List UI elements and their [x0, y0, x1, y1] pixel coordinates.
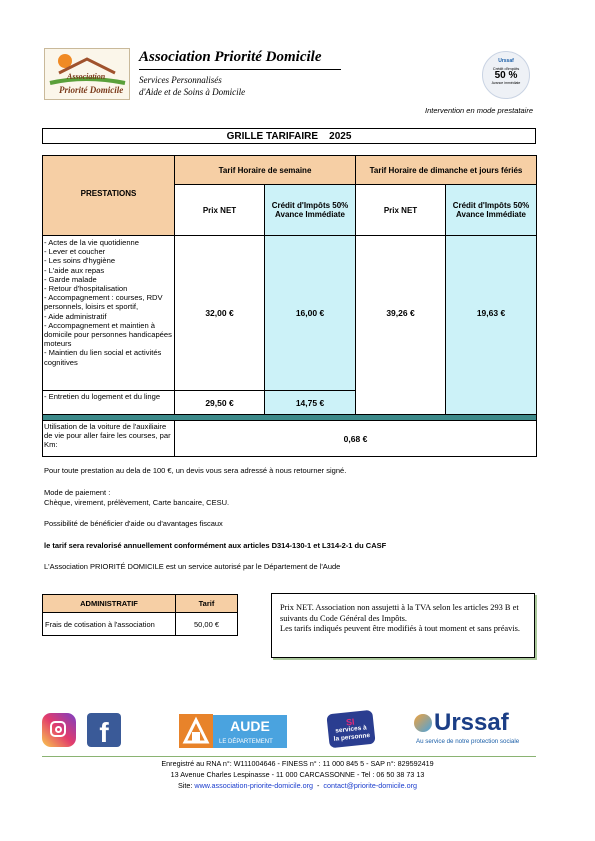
row1-prix-dimanche: 39,26 € — [356, 236, 446, 415]
prestations-header: PRESTATIONS — [43, 156, 175, 236]
admin-header-label: ADMINISTRATIF — [43, 595, 176, 613]
title-divider — [139, 69, 341, 70]
site-link[interactable]: www.association-priorite-domicile.org — [194, 781, 314, 790]
subtitle-line-1: Services Personnalisés — [139, 75, 222, 85]
facebook-icon[interactable] — [87, 713, 121, 747]
prestation-item: - Maintien du lien social et activités cognitives — [44, 348, 162, 367]
aude-mark-icon — [179, 714, 213, 748]
facebook-glyph: f — [99, 717, 109, 747]
svg-text:Priorité Domicile: Priorité Domicile — [59, 85, 124, 95]
urssaf-credit-badge — [482, 51, 530, 99]
prestation-item: - Lever et coucher — [44, 247, 106, 257]
prestation-item: - Accompagnement et maintien à domicile pour personnes handicapées moteurs — [44, 320, 172, 349]
admin-header-tarif: Tarif — [176, 595, 238, 613]
footer-address: 13 Avenue Charles Lespinasse - 11 000 CARCASSONNE - Tel : 06 50 38 73 13 — [170, 770, 425, 779]
tva-note-line-1: Prix NET. Association non assujetti à la TVA selon les articles 293 B et suivants du Code Général des Impôts. — [280, 603, 519, 623]
badge-line-2: Avance immédiate — [491, 81, 521, 85]
services-a-la-personne-logo — [326, 710, 375, 749]
aide-note: Possibilité de bénéficier d'aide ou d'avantages fiscaux — [44, 519, 223, 528]
svg-text:Association: Association — [67, 72, 106, 81]
urssaf-name: Urssaf — [434, 709, 509, 736]
tva-note-box — [271, 593, 535, 658]
row3-value: 0,68 € — [175, 421, 537, 457]
prix-net-semaine-header: Prix NET — [175, 185, 265, 236]
semaine-header: Tarif Horaire de semaine — [175, 156, 356, 185]
admin-table — [42, 594, 238, 636]
aude-departement-logo — [179, 714, 287, 748]
footer-contact — [0, 781, 595, 791]
grille-title: GRILLE TARIFAIRE — [226, 131, 319, 142]
credit-semaine-header — [265, 185, 356, 236]
credit-label-2: Avance Immédiate — [275, 210, 345, 219]
sap-text-1: services à — [335, 724, 368, 735]
payment-methods: Chèque, virement, prélèvement, Carte bancaire, CESU. — [44, 498, 230, 507]
payment-title: Mode de paiement : — [44, 488, 111, 497]
subtitle-line-2: d'Aide et de Soins à Domicile — [139, 87, 246, 97]
prestation-item: - Aide administratif — [44, 311, 107, 321]
badge-percent: 50 % — [494, 70, 518, 81]
camera-lens — [55, 726, 62, 733]
prestation-item: - Actes de la vie quotidienne — [44, 238, 139, 247]
prestation-item: - Les soins d'hygiène — [44, 256, 116, 266]
prix-net-dimanche-header: Prix NET — [356, 185, 446, 236]
tva-note-line-2: Les tarifs indiqués peuvent être modifiés à tout moment et sans préavis. — [280, 624, 521, 633]
row2-prix-semaine: 29,50 € — [175, 391, 265, 415]
site-label: Site: — [177, 781, 193, 790]
association-subtitle — [139, 74, 245, 98]
badge-brand: Urssaf — [498, 58, 514, 64]
prestation-item: - Garde malade — [44, 274, 97, 284]
credit-label-1: Crédit d'Impôts 50% — [452, 201, 530, 210]
prestation-item: - Accompagnement : courses, RDV personnels, loisirs et sportif, — [44, 293, 163, 312]
credit-dimanche-header — [446, 185, 537, 236]
credit-label-1: Crédit d'Impôts 50% — [271, 201, 349, 210]
row1-credit-dimanche: 19,63 € — [446, 236, 537, 415]
footer-registration: Enregistré au RNA n°: W111004646 - FINESS n° : 11 000 845 5 - SAP n°: 829592419 — [161, 759, 434, 768]
instagram-icon[interactable] — [42, 713, 76, 747]
urssaf-tagline: Au service de notre protection sociale — [416, 738, 520, 745]
row2-label: - Entretien du logement et du linge — [43, 391, 175, 415]
revalorisation-note: le tarif sera revalorisé annuellement conformément aux articles D314-130-1 et L314-2-1 du CASF — [44, 541, 387, 550]
tarif-table — [42, 155, 537, 457]
footer-separator: - — [317, 781, 320, 790]
credit-label-2: Avance Immédiate — [456, 210, 526, 219]
footer-divider — [42, 756, 536, 757]
aude-name: AUDE — [213, 715, 287, 737]
email-link[interactable]: contact@priorite-domicile.org — [323, 781, 418, 790]
prestation-item: - Retour d'hospitalisation — [44, 284, 128, 294]
sap-text-2: la personne — [333, 732, 371, 743]
prestations-list — [43, 236, 175, 391]
autorisation-note: L'Association PRIORITÉ DOMICILE est un service autorisé par le Département de l'Aude — [44, 562, 341, 571]
row3-label: Utilisation de la voiture de l'auxiliaire de vie pour aller faire les courses, par Km: — [43, 421, 175, 457]
grille-title-box — [42, 128, 536, 144]
badge-line-1: Crédit d'impôts — [492, 66, 520, 71]
row2-credit-semaine: 14,75 € — [265, 391, 356, 415]
admin-row-value: 50,00 € — [176, 613, 238, 636]
payment-section — [44, 488, 229, 508]
admin-row-label: Frais de cotisation à l'association — [43, 613, 176, 636]
row1-credit-semaine: 16,00 € — [265, 236, 356, 391]
intervention-mode: Intervention en mode prestataire — [425, 106, 533, 115]
prestation-item: - L'aide aux repas — [44, 265, 105, 275]
urssaf-mark-icon — [414, 714, 432, 732]
dimanche-header: Tarif Horaire de dimanche et jours fériés — [356, 156, 537, 185]
association-title: Association Priorité Domicile — [139, 49, 322, 65]
aude-sub: LE DÉPARTEMENT — [213, 737, 287, 748]
devis-note: Pour toute prestation au dela de 100 €, un devis vous sera adressé à nous retourner signé. — [44, 466, 347, 475]
association-logo — [44, 48, 130, 100]
grille-year: 2025 — [329, 131, 352, 142]
house-logo-icon — [45, 49, 129, 99]
row1-prix-semaine: 32,00 € — [175, 236, 265, 391]
sap-si: SI — [345, 716, 356, 728]
urssaf-logo — [414, 710, 536, 750]
